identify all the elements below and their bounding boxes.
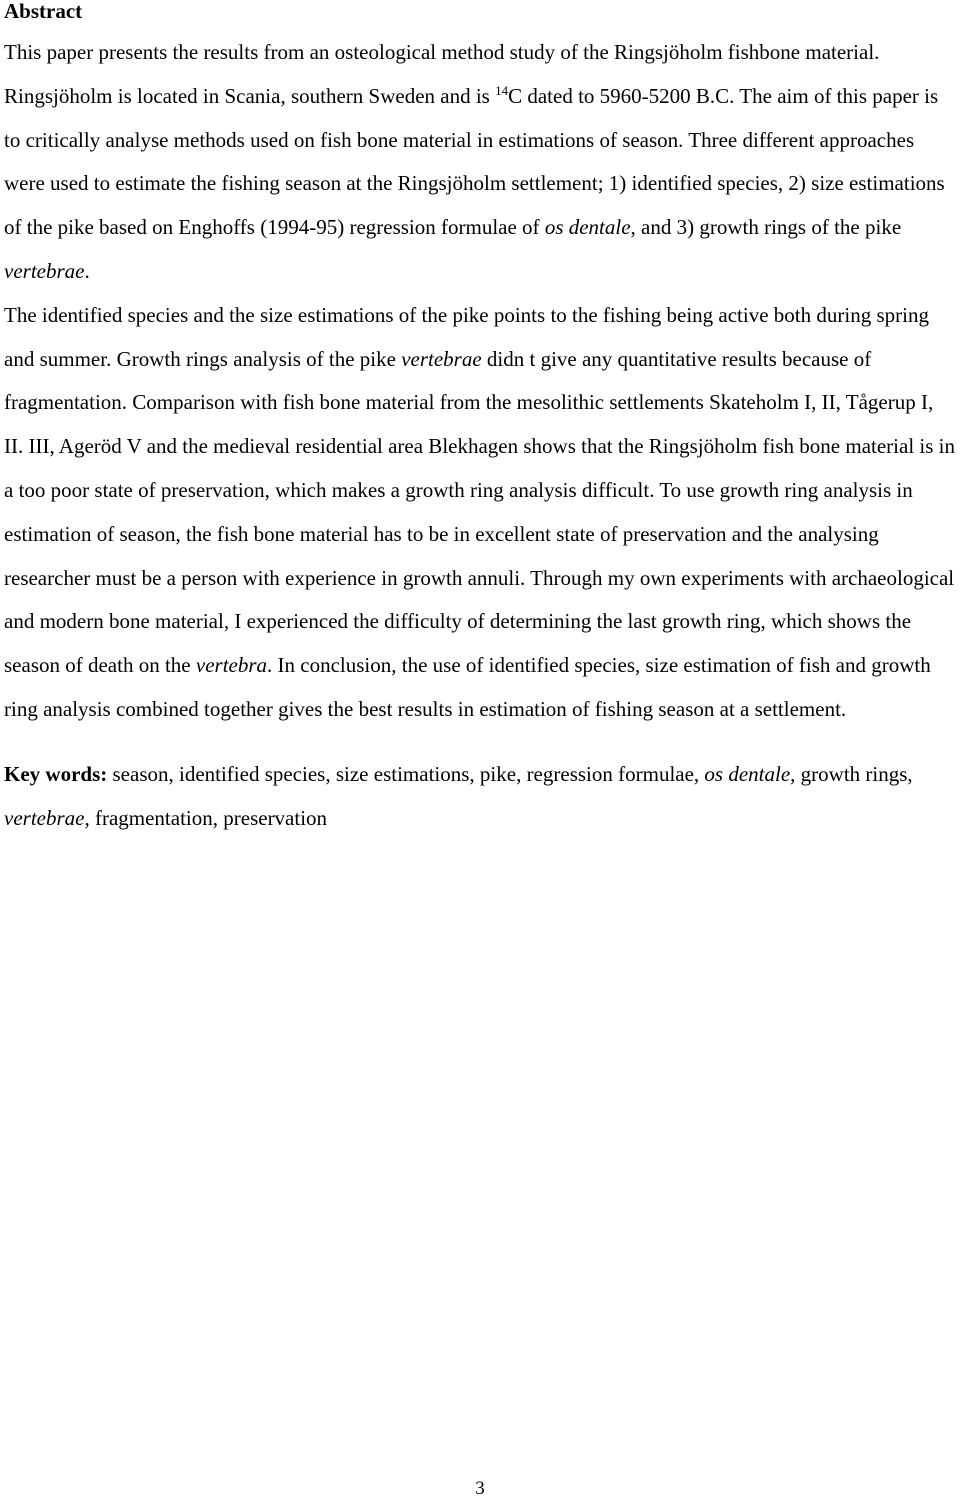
italic-term: os dentale (544, 215, 631, 240)
abstract-paragraph-2 (4, 294, 956, 732)
italic-term: vertebrae (4, 805, 85, 830)
italic-term: vertebrae (4, 258, 85, 283)
italic-term: vertebrae (401, 346, 482, 371)
text-run: The identified species and the size estimations of the pike points to the fishing being active both during spring and summer. Growth rings analysis of the pike (4, 302, 929, 371)
text-run: season, identified species, size estimations, pike, regression formulae, (107, 761, 705, 786)
keywords-paragraph (4, 753, 956, 841)
italic-term: vertebra (195, 653, 268, 678)
text-run: , fragmentation, preservation (84, 805, 328, 830)
text-run: . In conclusion, the use of identified species, size estimation of fish and growth ring analysis combined together gives the best results in estimation of fishing season at a settlement. (4, 653, 931, 721)
document-page (4, 0, 956, 840)
text-run: . (84, 258, 90, 283)
superscript-14: 14 (495, 82, 509, 98)
italic-term: os dentale (704, 761, 791, 786)
keywords-label: Key words: (4, 761, 108, 786)
abstract-paragraph-1 (4, 31, 956, 294)
text-run: C dated to 5960-5200 B.C. The aim of this paper is to critically analyse methods used on fish bone material in estimations of season. Three different approaches were used to estimate the fishing season at the Ringsjöholm settlement; 1) identified species, 2) size estimations of the pike based on Enghoffs (1994-95) regression formulae of (4, 83, 945, 240)
text-run: didn t give any quantitative results because of fragmentation. Comparison with fish bone material from the mesolithic settlements Skateholm I, II, Tågerup I, II. III, Ageröd V and the medieval residential area Blekhagen shows that the Ringsjöholm fish bone material is in a too poor state of preservation, which makes a growth ring analysis difficult. To use growth ring analysis in estimation of season, the fish bone material has to be in excellent state of preservation and the analysing researcher must be a person with experience in growth annuli. Through my own experiments with archaeological and modern bone material, I experienced the difficulty of determining the last growth ring, which shows the season of death on the (4, 346, 955, 678)
abstract-heading: Abstract (4, 0, 83, 23)
page-number: 3 (475, 1478, 485, 1499)
text-run: This paper presents the results from an osteological method study of the Ringsjöholm fishbone material. Ringsjöholm is located in Scania, southern Sweden and is (4, 40, 880, 108)
text-run: , growth rings, (790, 761, 913, 786)
text-run: , and 3) growth rings of the pike (630, 215, 902, 240)
